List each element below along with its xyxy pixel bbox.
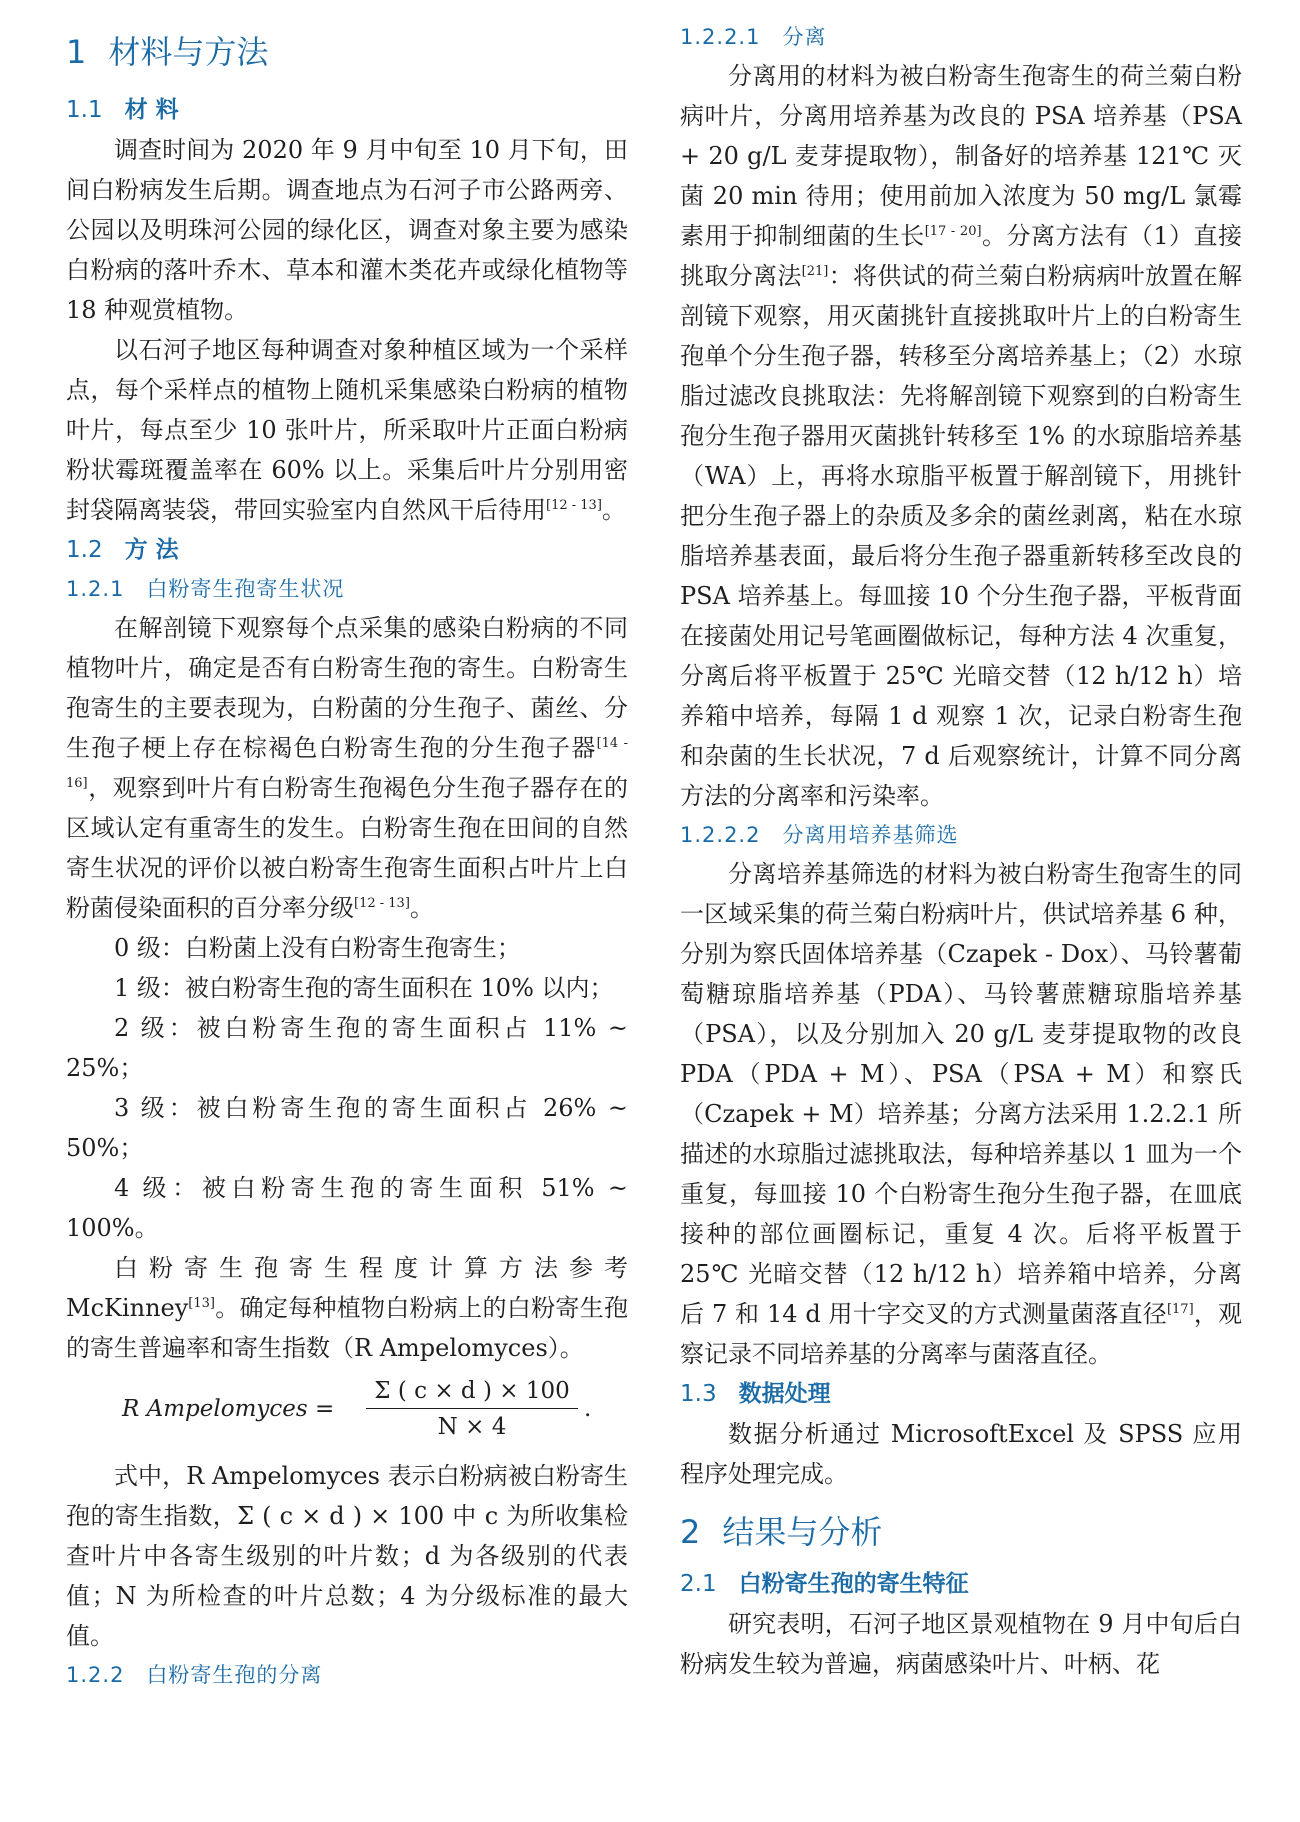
subsection-1-2-2-2-heading xyxy=(680,816,1242,854)
citation: [12 - 13] xyxy=(546,498,602,513)
paragraph-data-processing: 数据分析通过 MicrosoftExcel 及 SPSS 应用程序处理完成。 xyxy=(680,1420,1242,1488)
subsection-1-2-2-1-heading xyxy=(680,18,1242,56)
subsection-number: 1.1 xyxy=(66,97,103,123)
formula-end: . xyxy=(584,1396,592,1422)
paragraph-end: 。 xyxy=(409,894,434,922)
subsection-title: 数据处理 xyxy=(738,1381,831,1407)
citation: [21] xyxy=(801,264,829,279)
paragraph-results-intro: 研究表明，石河子地区景观植物在 9 月中旬后白粉病发生较为普遍，病菌感染叶片、叶柄、花 xyxy=(680,1610,1242,1678)
subsection-1-2-1-heading xyxy=(66,570,628,608)
subsection-2-1-heading xyxy=(680,1564,1242,1604)
subsection-title: 白粉寄生孢的寄生特征 xyxy=(738,1571,969,1597)
formula-numerator: Σ ( c × d ) × 100 xyxy=(366,1374,578,1409)
subsection-number: 2.1 xyxy=(680,1571,717,1597)
subsection-1-2-2-heading xyxy=(66,1656,628,1694)
paragraph-text: 以石河子地区每种调查对象种植区域为一个采样点，每个采样点的植物上随机采集感染白粉病的植物叶片，每点至少 10 张叶片，所采取叶片正面白粉病粉状霉斑覆盖率在 60% 以上。采集后叶片分别用密封袋隔离装袋，带回实验室内自然风干后待用 xyxy=(66,336,628,524)
section-title: 结果与分析 xyxy=(722,1513,883,1551)
formula-parasitism-index xyxy=(66,1374,628,1454)
subsection-number: 1.3 xyxy=(680,1381,717,1407)
paragraph-mckinney xyxy=(66,1248,628,1368)
grade-1: 1 级：被白粉寄生孢的寄生面积在 10% 以内； xyxy=(114,974,614,1002)
section-number: 2 xyxy=(680,1513,701,1551)
left-column xyxy=(66,0,628,1694)
paragraph-formula-explanation: 式中，R Ampelomyces 表示白粉病被白粉寄生孢的寄生指数，Σ ( c × d ) × 100 中 c 为所收集检查叶片中各寄生级别的叶片数；d 为各级别的代表值；N 为所检查的叶片总数；4 为分级标准的最大值。 xyxy=(66,1462,628,1650)
grade-2: 2 级：被白粉寄生孢的寄生面积占 11% ~ 25%； xyxy=(66,1014,628,1082)
formula-lhs: R Ampelomyces = xyxy=(122,1396,335,1422)
grade-4: 4 级：被白粉寄生孢的寄生面积 51% ~ 100%。 xyxy=(66,1174,628,1242)
section-2-heading xyxy=(680,1510,1242,1554)
section-title: 材料与方法 xyxy=(108,33,269,71)
subsection-number: 1.2.1 xyxy=(66,577,125,601)
paragraph-isolation xyxy=(680,56,1242,816)
paragraph-sampling xyxy=(66,330,628,530)
formula-denominator: N × 4 xyxy=(437,1414,507,1440)
citation: [17 - 20] xyxy=(924,224,982,239)
paragraph-medium-screening xyxy=(680,854,1242,1374)
subsection-title: 分离 xyxy=(782,25,827,49)
paragraph-parasitism-observation xyxy=(66,608,628,928)
citation: [14 - 16] xyxy=(66,736,628,791)
paragraph-text: ：将供试的荷兰菊白粉病病叶放置在解剖镜下观察，用灭菌挑针直接挑取叶片上的白粉寄生孢单个分生孢子器，转移至分离培养基上；（2）水琼脂过滤改良挑取法：先将解剖镜下观察到的白粉寄生孢分生孢子器用灭菌挑针转移至 1% 的水琼脂培养基（WA）上，再将水琼脂平板置于解剖镜下，用挑针把分生孢子器上的杂质及多余的菌丝剥离，粘在水琼脂培养基表面，最后将分生孢子器重新转移至改良的 PSA 培养基上。每皿接 10 个分生孢子器，平板背面在接菌处用记号笔画圈做标记，每种方法 4 次重复，分离后将平板置于 25℃ 光暗交替（12 h/12 h）培养箱中培养，每隔 1 d 观察 1 次，记录白粉寄生孢和杂菌的生长状况，7 d 后观察统计，计算不同分离方法的分离率和污染率。 xyxy=(680,262,1243,810)
section-1-heading xyxy=(66,30,628,74)
grade-3: 3 级：被白粉寄生孢的寄生面积占 26% ~ 50%； xyxy=(66,1094,628,1162)
subsection-1-2-heading xyxy=(66,530,628,570)
subsection-title: 分离用培养基筛选 xyxy=(782,823,959,847)
subsection-number: 1.2.2.1 xyxy=(680,25,761,49)
citation: [12 - 13] xyxy=(354,896,410,911)
paragraph-text: 白粉寄生孢寄生程度计算方法参考 McKinney xyxy=(66,1254,628,1322)
section-number: 1 xyxy=(66,33,87,71)
subsection-number: 1.2.2 xyxy=(66,1663,125,1687)
paragraph-survey-time: 调查时间为 2020 年 9 月中旬至 10 月下旬，田间白粉病发生后期。调查地点为石河子市公路两旁、公园以及明珠河公园的绿化区，调查对象主要为感染白粉病的落叶乔木、草本和灌木类花卉或绿化植物等 18 种观赏植物。 xyxy=(66,136,628,324)
paragraph-text: 。确定每种植物白粉病上的白粉寄生孢的寄生普遍率和寄生指数（R Ampelomyces）。 xyxy=(66,1294,628,1362)
subsection-title: 白粉寄生孢寄生状况 xyxy=(146,577,345,601)
citation: [17] xyxy=(1166,1302,1194,1317)
subsection-title: 方 法 xyxy=(124,537,179,563)
paragraph-text: 分离培养基筛选的材料为被白粉寄生孢寄生的同一区域采集的荷兰菊白粉病叶片，供试培养基 6 种，分别为察氏固体培养基（Czapek - Dox）、马铃薯葡萄糖琼脂培养基（PDA）、马铃薯蔗糖琼脂培养基（PSA），以及分别加入 20 g/L 麦芽提取物的改良 PDA（PDA + M）、PSA（PSA + M）和察氏（Czapek + M）培养基；分离方法采用 1.2.2.1 所描述的水琼脂过滤挑取法，每种培养基以 1 皿为一个重复，每皿接 10 个白粉寄生孢分生孢子器，在皿底接种的部位画圈标记，重复 4 次。后将平板置于 25℃ 光暗交替（12 h/12 h）培养箱中培养，分离后 7 和 14 d 用十字交叉的方式测量菌落直径 xyxy=(680,860,1242,1328)
paragraph-text: 。分离方法有（1）直接挑取分离法 xyxy=(680,222,1242,290)
paragraph-text: 在解剖镜下观察每个点采集的感染白粉病的不同植物叶片，确定是否有白粉寄生孢的寄生。白粉寄生孢寄生的主要表现为，白粉菌的分生孢子、菌丝、分生孢子梗上存在棕褐色白粉寄生孢的分生孢子器 xyxy=(66,614,628,762)
subsection-title: 材 料 xyxy=(124,97,179,123)
paragraph-text: ，观察记录不同培养基的分离率与菌落直径。 xyxy=(680,1300,1242,1368)
grade-0: 0 级：白粉菌上没有白粉寄生孢寄生； xyxy=(114,934,521,962)
paragraph-end: 。 xyxy=(601,496,626,524)
subsection-title: 白粉寄生孢的分离 xyxy=(146,1663,323,1687)
subsection-1-1-heading xyxy=(66,90,628,130)
paragraph-text: ，观察到叶片有白粉寄生孢褐色分生孢子器存在的区域认定有重寄生的发生。白粉寄生孢在田间的自然寄生状况的评价以被白粉寄生孢寄生面积占叶片上白粉菌侵染面积的百分率分级 xyxy=(66,774,628,922)
right-column xyxy=(680,0,1242,1684)
formula-fraction xyxy=(366,1374,578,1445)
paragraph-text: 分离用的材料为被白粉寄生孢寄生的荷兰菊白粉病叶片，分离用培养基为改良的 PSA 培养基（PSA + 20 g/L 麦芽提取物），制备好的培养基 121℃ 灭菌 20 min 待用；使用前加入浓度为 50 mg/L 氯霉素用于抑制细菌的生长 xyxy=(680,62,1242,250)
subsection-1-3-heading xyxy=(680,1374,1242,1414)
citation: [13] xyxy=(188,1296,215,1311)
subsection-number: 1.2 xyxy=(66,537,103,563)
subsection-number: 1.2.2.2 xyxy=(680,823,761,847)
